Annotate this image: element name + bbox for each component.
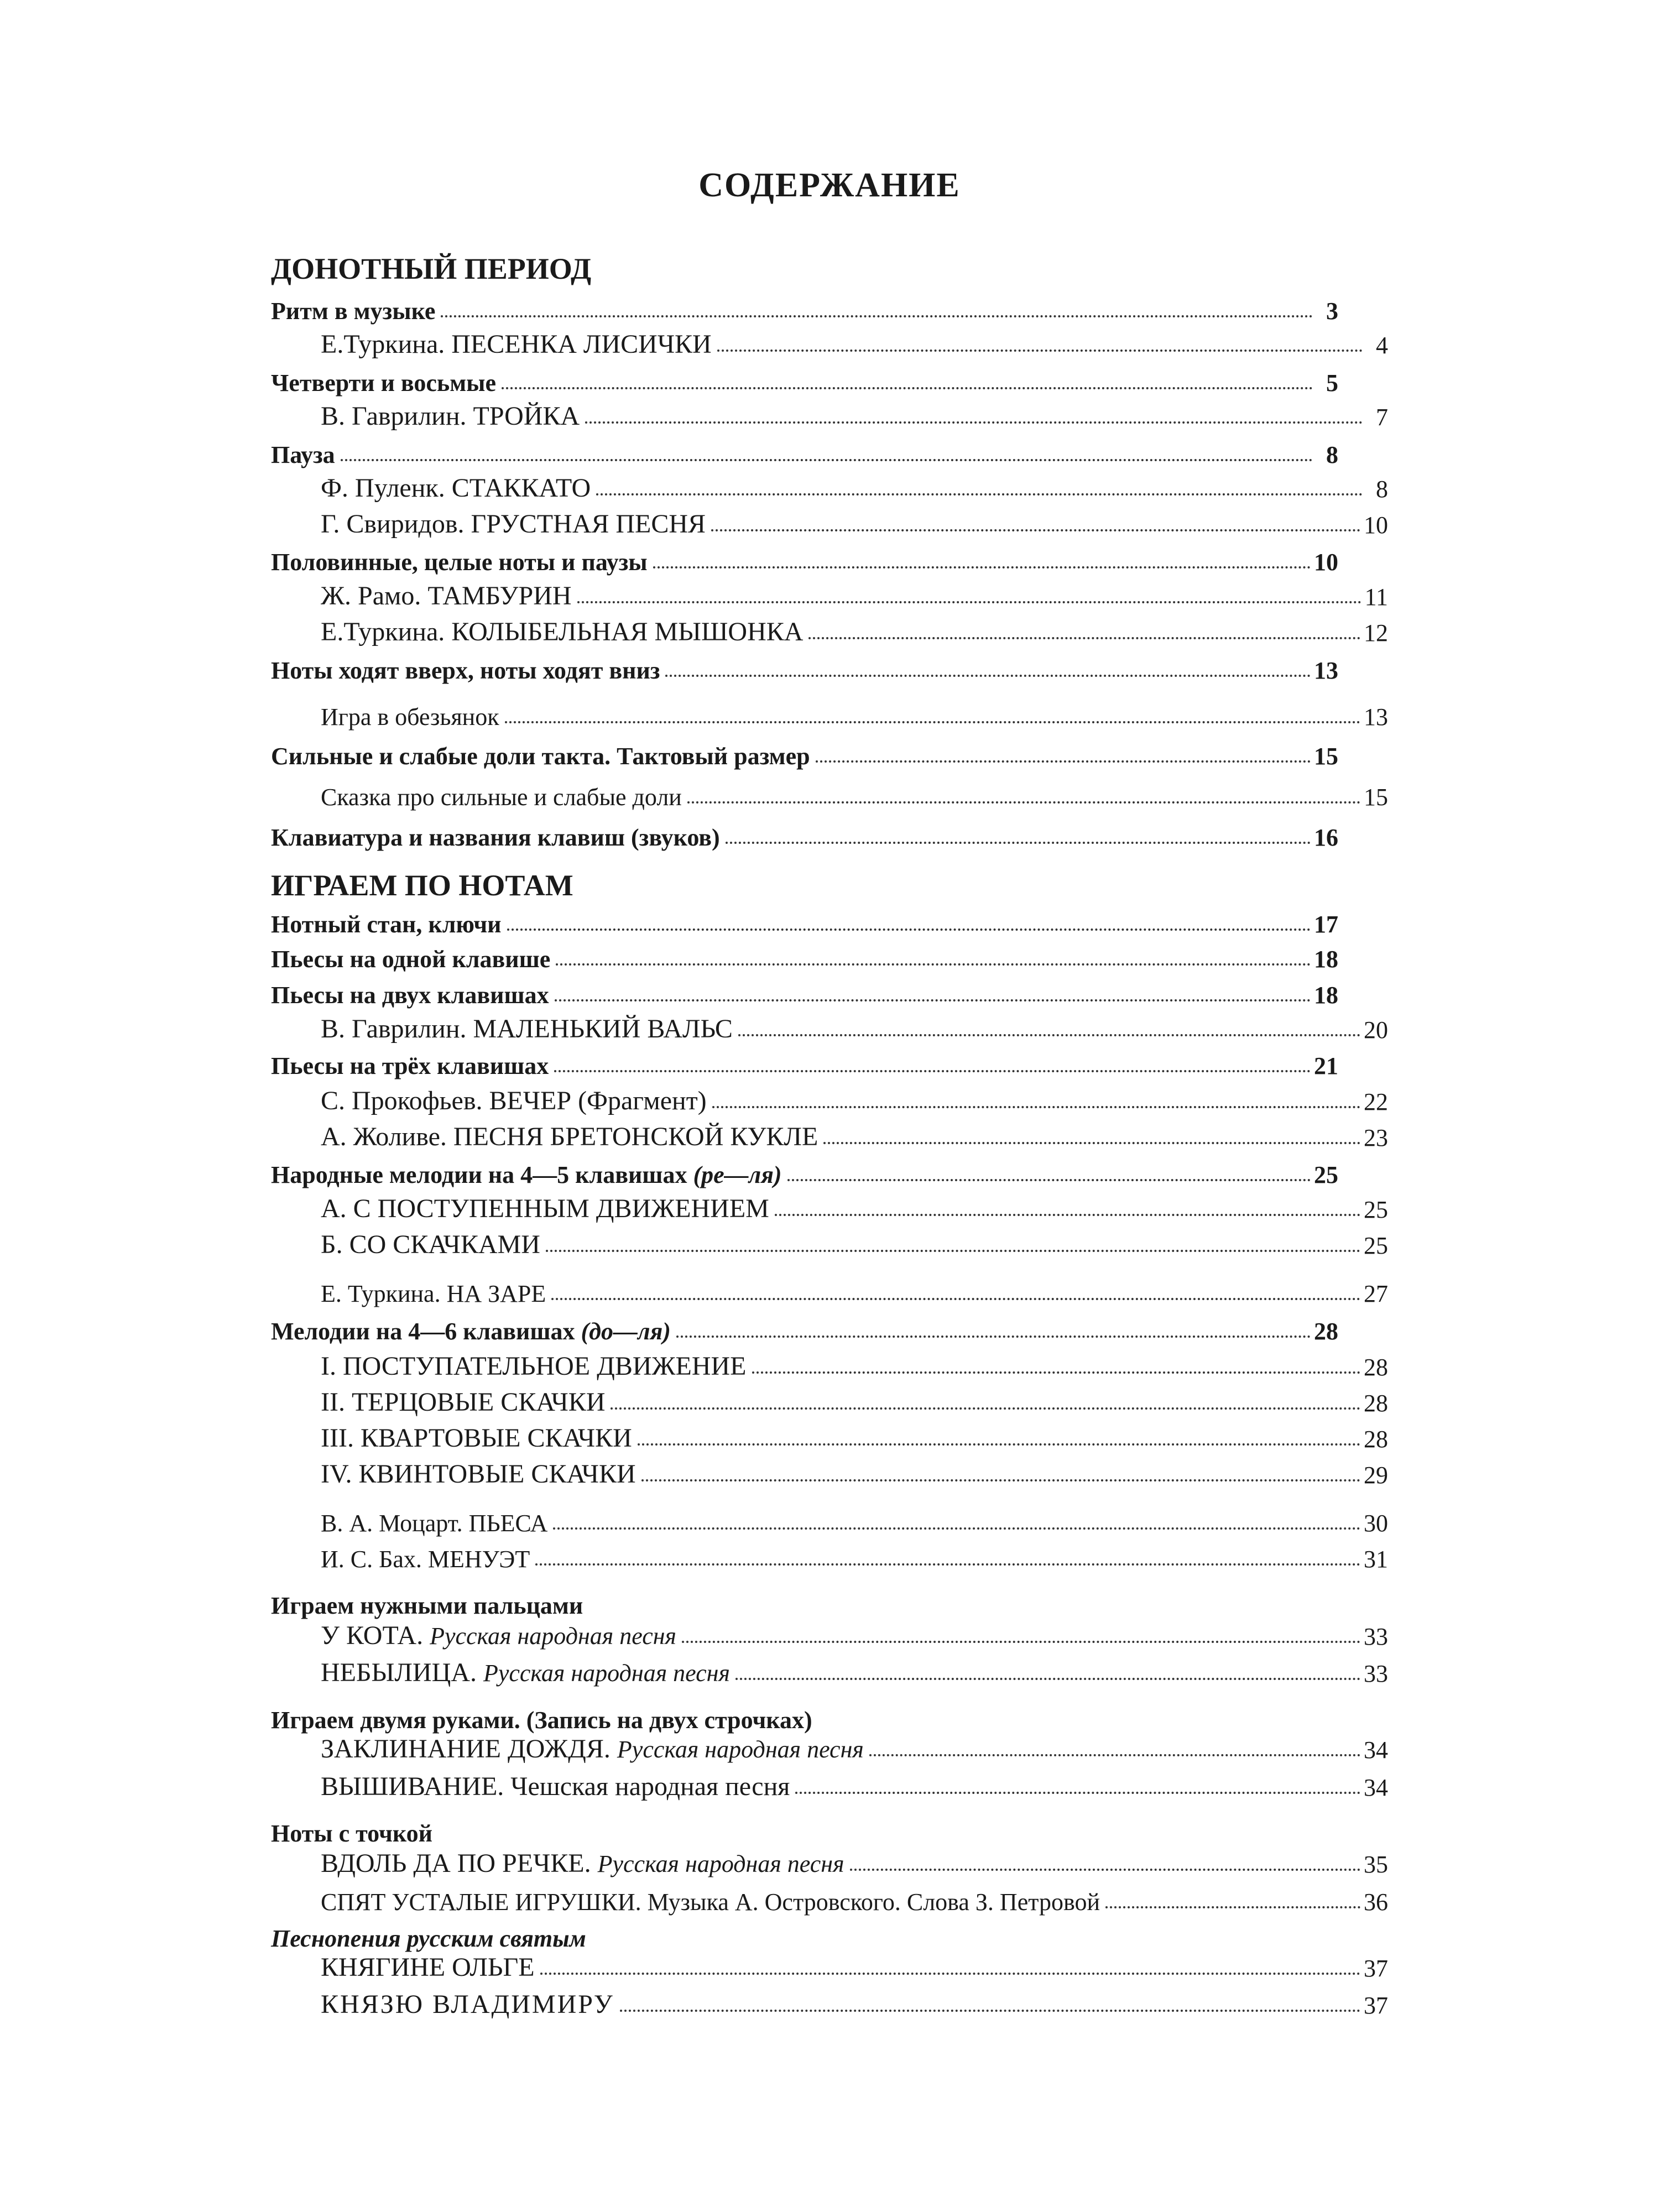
leader-dots: [665, 675, 1311, 677]
toc-entry: НЕБЫЛИЦА. Русская народная песня 33: [321, 1658, 1388, 1687]
leader-dots: [596, 493, 1363, 495]
leader-dots: [676, 1335, 1311, 1338]
leader-dots: [577, 601, 1361, 603]
leader-dots: [546, 1250, 1360, 1252]
toc-entry: СПЯТ УСТАЛЫЕ ИГРУШКИ. Музыка А. Островского. Слова З. Петровой 36: [321, 1888, 1388, 1916]
leader-dots: [653, 566, 1311, 568]
leader-dots: [752, 1371, 1361, 1374]
toc-entry: Б. СО СКАЧКАМИ 25: [321, 1230, 1388, 1259]
leader-dots: [823, 1142, 1360, 1144]
leader-dots: [535, 1563, 1360, 1566]
toc-entry: I. ПОСТУПАТЕЛЬНОЕ ДВИЖЕНИЕ 28: [321, 1352, 1388, 1381]
section-heading: Играем двумя руками. (Запись на двух строчках): [271, 1707, 812, 1734]
toc-entry: ВДОЛЬ ДА ПО РЕЧКЕ. Русская народная песня 35: [321, 1849, 1388, 1878]
toc-entry: Народные мелодии на 4—5 клавишах (ре—ля) 25: [271, 1161, 1338, 1188]
leader-dots: [712, 1106, 1360, 1108]
section-heading: Ноты с точкой: [271, 1820, 432, 1847]
leader-dots: [687, 801, 1360, 804]
toc-entry: III. КВАРТОВЫЕ СКАЧКИ 28: [321, 1423, 1388, 1453]
leader-dots: [1105, 1906, 1360, 1908]
leader-dots: [555, 999, 1311, 1001]
leader-dots: [641, 1479, 1360, 1481]
leader-dots: [775, 1214, 1360, 1216]
toc-entry: Г. Свиридов. ГРУСТНАЯ ПЕСНЯ 10: [321, 509, 1388, 539]
leader-dots: [620, 2010, 1360, 2012]
leader-dots: [556, 963, 1311, 966]
toc-entry: Пьесы на трёх клавишах 21: [271, 1052, 1338, 1079]
leader-dots: [341, 459, 1313, 461]
leader-dots: [795, 1792, 1360, 1794]
toc-entry: Игра в обезьянок 13: [321, 703, 1388, 731]
part-heading-prenotation: ДОНОТНЫЙ ПЕРИОД: [271, 252, 592, 285]
part-heading-playing-notes: ИГРАЕМ ПО НОТАМ: [271, 869, 573, 902]
leader-dots: [816, 760, 1311, 763]
leader-dots: [808, 637, 1360, 639]
leader-dots: [585, 421, 1363, 424]
toc-entry: У КОТА. Русская народная песня 33: [321, 1621, 1388, 1650]
leader-dots: [502, 387, 1313, 389]
toc-entry: А. Жоливе. ПЕСНЯ БРЕТОНСКОЙ КУКЛЕ 23: [321, 1122, 1388, 1151]
toc-entry: Е. Туркина. НА ЗАРЕ 27: [321, 1280, 1388, 1307]
leader-dots: [441, 315, 1313, 317]
toc-entry: Ритм в музыке 3: [271, 298, 1338, 325]
toc-entry: Ф. Пуленк. СТАККАТО 8: [321, 473, 1388, 503]
leader-dots: [611, 1407, 1360, 1410]
toc-entry: Е.Туркина. КОЛЫБЕЛЬНАЯ МЫШОНКА 12: [321, 617, 1388, 646]
toc-entry: Половинные, целые ноты и паузы 10: [271, 549, 1338, 576]
leader-dots: [505, 721, 1360, 723]
leader-dots: [711, 529, 1360, 531]
toc-entry: II. ТЕРЦОВЫЕ СКАЧКИ 28: [321, 1387, 1388, 1417]
toc-entry: Ж. Рамо. ТАМБУРИН 11: [321, 581, 1388, 611]
toc-entry: В. Гаврилин. МАЛЕНЬКИЙ ВАЛЬС 20: [321, 1014, 1388, 1044]
leader-dots: [638, 1443, 1360, 1446]
toc-entry: С. Прокофьев. ВЕЧЕР (Фрагмент) 22: [321, 1086, 1388, 1115]
toc-entry: Е.Туркина. ПЕСЕНКА ЛИСИЧКИ 4: [321, 330, 1388, 359]
toc-entry: Ноты ходят вверх, ноты ходят вниз 13: [271, 657, 1338, 684]
toc-entry: ЗАКЛИНАНИЕ ДОЖДЯ. Русская народная песня 34: [321, 1734, 1388, 1764]
leader-dots: [551, 1298, 1360, 1300]
leader-dots: [735, 1678, 1360, 1680]
toc-entry: Нотный стан, ключи 17: [271, 911, 1338, 938]
leader-dots: [540, 1973, 1360, 1975]
page-title: СОДЕРЖАНИЕ: [698, 166, 961, 204]
toc-entry: Клавиатура и названия клавиш (звуков) 16: [271, 824, 1338, 851]
section-heading: Песнопения русским святым: [271, 1925, 586, 1952]
toc-entry: Сильные и слабые доли такта. Тактовый размер 15: [271, 743, 1338, 770]
leader-dots: [738, 1034, 1360, 1036]
toc-entry: КНЯЗЮ ВЛАДИМИРУ 37: [321, 1990, 1388, 2019]
toc-entry: Пауза 8: [271, 441, 1338, 468]
leader-dots: [554, 1070, 1311, 1072]
leader-dots: [726, 842, 1311, 844]
leader-dots: [850, 1869, 1360, 1871]
toc-entry: В. Гаврилин. ТРОЙКА 7: [321, 401, 1388, 431]
leader-dots: [507, 928, 1311, 931]
toc-entry: КНЯГИНЕ ОЛЬГЕ 37: [321, 1953, 1388, 1982]
toc-entry: Пьесы на двух клавишах 18: [271, 982, 1338, 1009]
toc-entry: А. С ПОСТУПЕННЫМ ДВИЖЕНИЕМ 25: [321, 1194, 1388, 1223]
toc-entry: ВЫШИВАНИЕ. Чешская народная песня 34: [321, 1772, 1388, 1801]
leader-dots: [787, 1179, 1311, 1181]
leader-dots: [717, 349, 1363, 352]
toc-entry: И. С. Бах. МЕНУЭТ 31: [321, 1546, 1388, 1573]
toc-entry: Пьесы на одной клавише 18: [271, 946, 1338, 973]
leader-dots: [553, 1527, 1360, 1530]
toc-entry: Мелодии на 4—6 клавишах (до—ля) 28: [271, 1318, 1338, 1345]
leader-dots: [869, 1754, 1360, 1756]
section-heading: Играем нужными пальцами: [271, 1592, 583, 1619]
toc-entry: Сказка про сильные и слабые доли 15: [321, 784, 1388, 811]
toc-entry: Четверти и восьмые 5: [271, 369, 1338, 397]
toc-entry: В. А. Моцарт. ПЬЕСА 30: [321, 1510, 1388, 1537]
toc-entry: IV. КВИНТОВЫЕ СКАЧКИ 29: [321, 1459, 1388, 1489]
leader-dots: [682, 1641, 1360, 1643]
